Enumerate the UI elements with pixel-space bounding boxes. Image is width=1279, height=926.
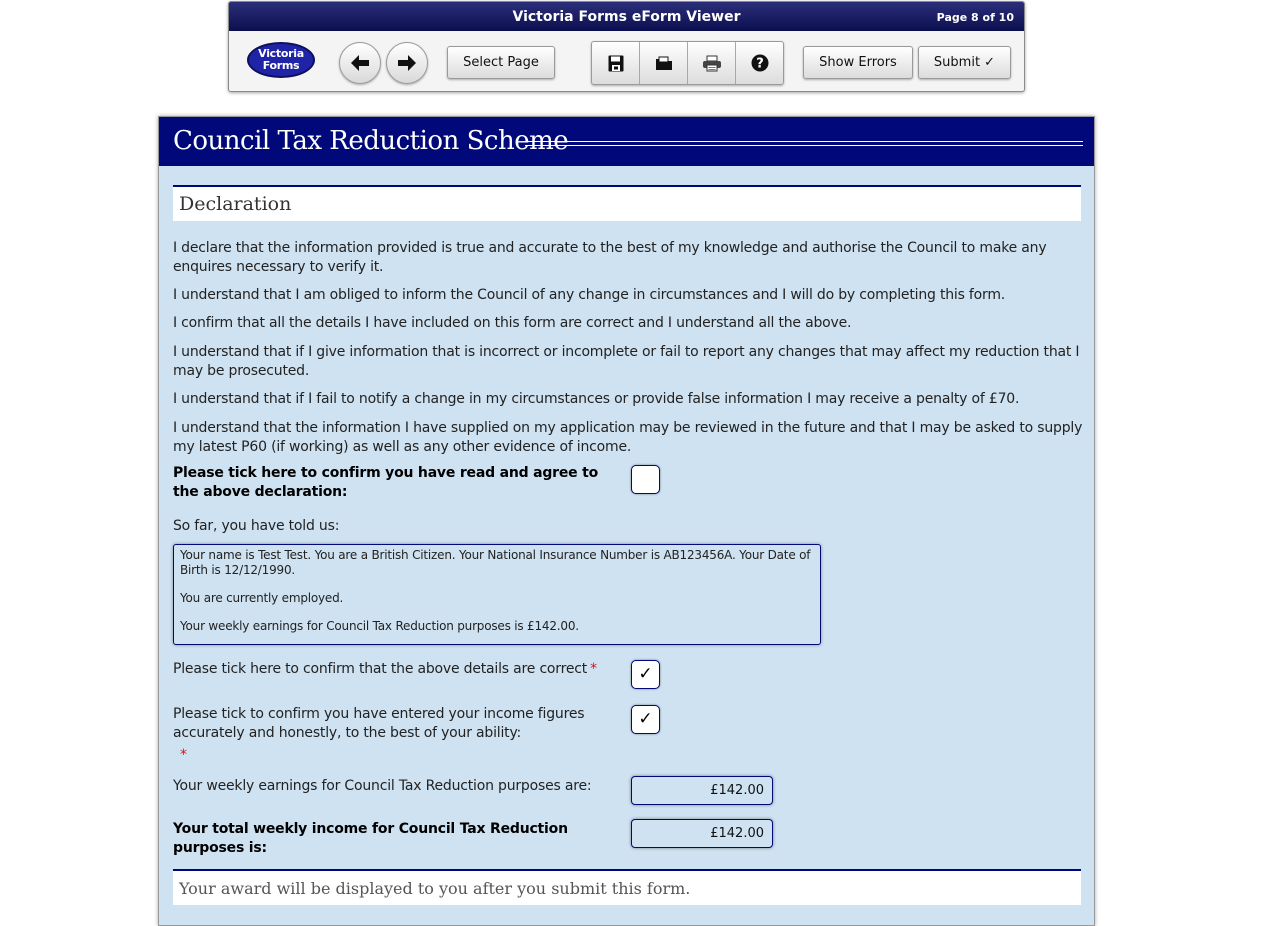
summary-textarea[interactable] — [173, 544, 821, 645]
declaration-paragraph: I confirm that all the details I have included on this form are correct and I understand all the above. — [173, 315, 852, 331]
declaration-paragraph: I understand that the information I have supplied on my application may be reviewed in the future and that I may be asked to supply my latest P60 (if working) as well as any other evidence of income. — [173, 420, 1083, 455]
declaration-paragraph: I understand that I am obliged to inform the Council of any change in circumstances and I will do by completing this form. — [173, 287, 1006, 303]
declaration-paragraph: I declare that the information provided is true and accurate to the best of my knowledge and authorise the Council to make any enquires necessary to verify it. — [173, 240, 1047, 275]
form-header — [159, 117, 1094, 166]
summary-line: You are currently employed. — [180, 591, 344, 605]
title-decoration — [525, 141, 1083, 146]
declaration-paragraph: I understand that if I give information that is incorrect or incomplete or fail to report any changes that may affect my reduction that I may be prosecuted. — [173, 344, 1080, 379]
svg-text:?: ? — [755, 56, 764, 72]
show-errors-button[interactable]: Show Errors — [803, 46, 913, 79]
form-panel — [158, 116, 1095, 926]
summary-line: Your name is Test Test. You are a British Citizen. Your National Insurance Number is AB123456A. Your Date of Birth is 12/12/1990. — [180, 548, 811, 577]
help-icon — [751, 54, 769, 72]
award-banner — [173, 869, 1081, 905]
details-confirm-text: Please tick here to confirm that the above details are correct — [173, 661, 588, 677]
form-title: Council Tax Reduction Scheme — [173, 126, 569, 156]
total-income-label: Your total weekly income for Council Tax Reduction purposes is: — [173, 821, 568, 856]
weekly-earnings-field[interactable]: £142.00 — [631, 776, 773, 805]
summary-line: Your weekly earnings for Council Tax Reduction purposes is £142.00. — [180, 619, 579, 633]
next-page-button[interactable] — [386, 42, 428, 84]
total-income-field[interactable]: £142.00 — [631, 819, 773, 848]
income-required-wrap — [177, 746, 197, 765]
declaration-checkbox[interactable] — [631, 465, 660, 494]
eform-viewer-toolbar — [228, 1, 1025, 92]
logo-line-1: Victoria — [258, 47, 304, 60]
income-checkbox[interactable]: ✓ — [631, 705, 660, 734]
page-indicator: Page 8 of 10 — [936, 11, 1014, 24]
victoria-forms-logo — [247, 42, 315, 78]
logo-line-2: Forms — [262, 59, 300, 72]
arrow-right-icon — [397, 54, 417, 72]
previous-page-button[interactable] — [339, 42, 381, 84]
required-marker: * — [590, 661, 597, 677]
details-confirm-label — [173, 660, 613, 679]
select-page-button[interactable]: Select Page — [447, 46, 555, 79]
submit-button[interactable]: Submit ✓ — [918, 46, 1011, 79]
income-confirm-label: Please tick to confirm you have entered your income figures accurately and honestly, to the best of your ability: — [173, 706, 585, 741]
save-icon — [608, 55, 624, 72]
arrow-left-icon — [350, 54, 370, 72]
weekly-earnings-label: Your weekly earnings for Council Tax Reduction purposes are: — [173, 778, 592, 794]
print-icon — [702, 55, 722, 72]
details-checkbox[interactable]: ✓ — [631, 660, 660, 689]
file-actions-group — [591, 41, 784, 85]
declaration-confirm-label: Please tick here to confirm you have read and agree to the above declaration: — [173, 465, 599, 500]
required-marker: * — [180, 747, 187, 763]
summary-label: So far, you have told us: — [173, 518, 340, 534]
declaration-paragraph: I understand that if I fail to notify a change in my circumstances or provide false information I may receive a penalty of £70. — [173, 391, 1020, 407]
section-title: Declaration — [179, 193, 292, 215]
open-button[interactable] — [640, 42, 688, 84]
section-heading — [173, 185, 1081, 221]
save-button[interactable] — [592, 42, 640, 84]
print-button[interactable] — [688, 42, 736, 84]
viewer-title: Victoria Forms eForm Viewer — [512, 9, 741, 25]
open-folder-icon — [655, 56, 673, 71]
viewer-title-bar — [229, 2, 1024, 31]
award-text: Your award will be displayed to you after you submit this form. — [179, 879, 691, 898]
help-button[interactable] — [736, 42, 783, 84]
